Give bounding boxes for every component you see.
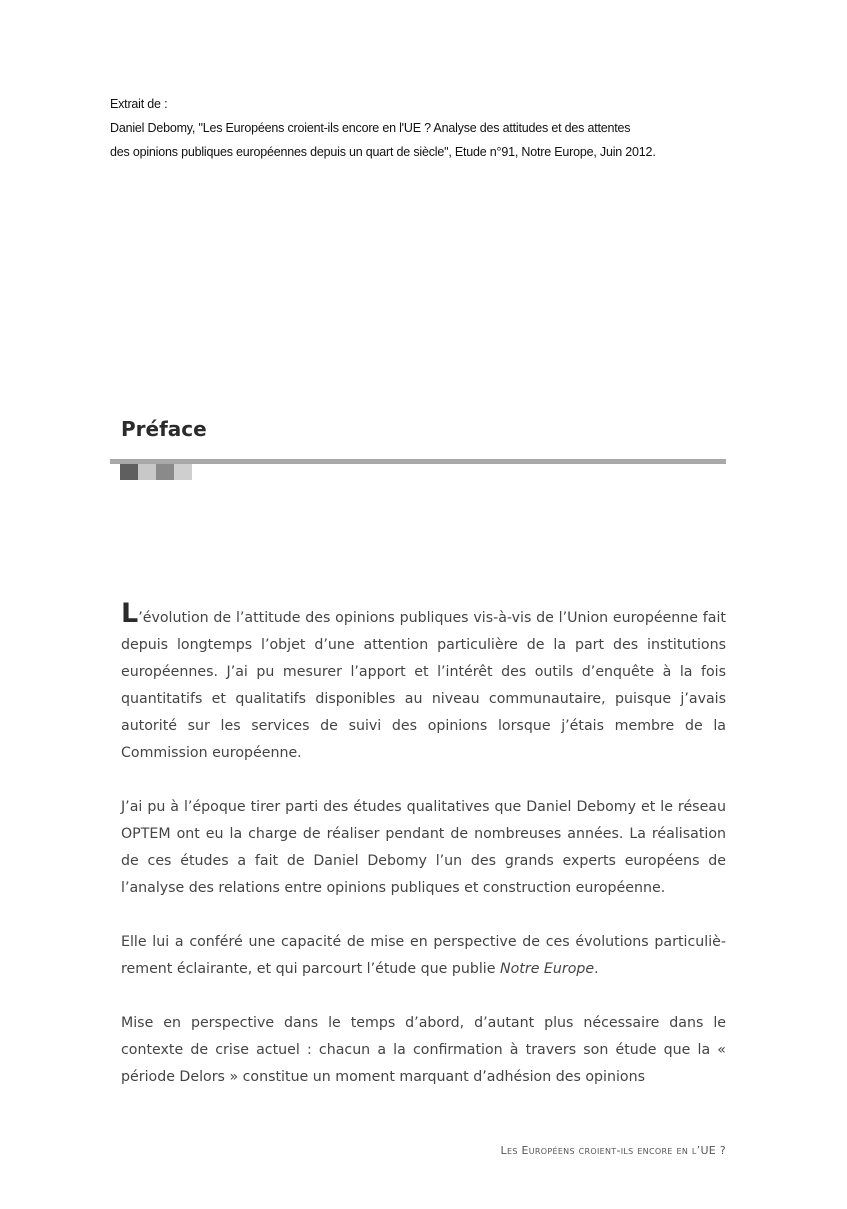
preface-body [121,598,726,1118]
title-divider [110,459,726,464]
paragraph-4: Mise en perspective dans le temps d’abord, d’autant plus nécessaire dans le contexte de crise actuel : chacun a la confirmation à travers son étude que la « période Delors » constitue un moment marquant d’adhésion des opinions [121,1015,726,1085]
extract-header [110,92,750,164]
extract-label: Extrait de : [110,97,168,111]
square-dark [120,464,138,480]
section-title: Préface [121,417,207,441]
citation-line-1: Daniel Debomy, "Les Européens croient-ils encore en l'UE ? Analyse des attitudes et des attentes [110,121,631,135]
drop-cap: L [121,598,139,629]
square-light [174,464,192,480]
publication-name: Notre Europe [500,961,595,977]
paragraph-2: J’ai pu à l’époque tirer parti des études qualitatives que Daniel Debomy et le réseau OPTEM ont eu la charge de réaliser pendant de nombreuses années. La réalisation de ces études a fait de Daniel Debomy l’un des grands experts européens de l’analyse des relations entre opinions publiques et construction européenne. [121,799,726,896]
decorative-squares [120,464,192,480]
paragraph-3 [121,929,726,983]
square-light [138,464,156,480]
square-medium [156,464,174,480]
paragraph-3-text: Elle lui a conféré une capacité de mise en perspective de ces évolutions particulièrement éclairante, et qui parcourt l’étude que publie [121,934,726,977]
running-footer: Les Européens croient-ils encore en l’UE ? [500,1144,726,1157]
paragraph-3-end: . [594,961,599,977]
citation-line-2: des opinions publiques européennes depuis un quart de siècle", Etude n°91, Notre Europe, Juin 2012. [110,145,656,159]
paragraph-1-text: ’évolution de l’attitude des opinions publiques vis-à-vis de l’Union européenne fait depuis longtemps l’objet d’une attention particulière de la part des institutions européennes. J’ai pu mesurer l’apport et l’intérêt des outils d’enquête à la fois quantitatifs et qualitatifs disponibles au niveau communautaire, puisque j’avais autorité sur les services de suivi des opinions lorsque j’étais membre de la Commission européenne. [121,610,726,761]
paragraph-1 [121,598,726,767]
